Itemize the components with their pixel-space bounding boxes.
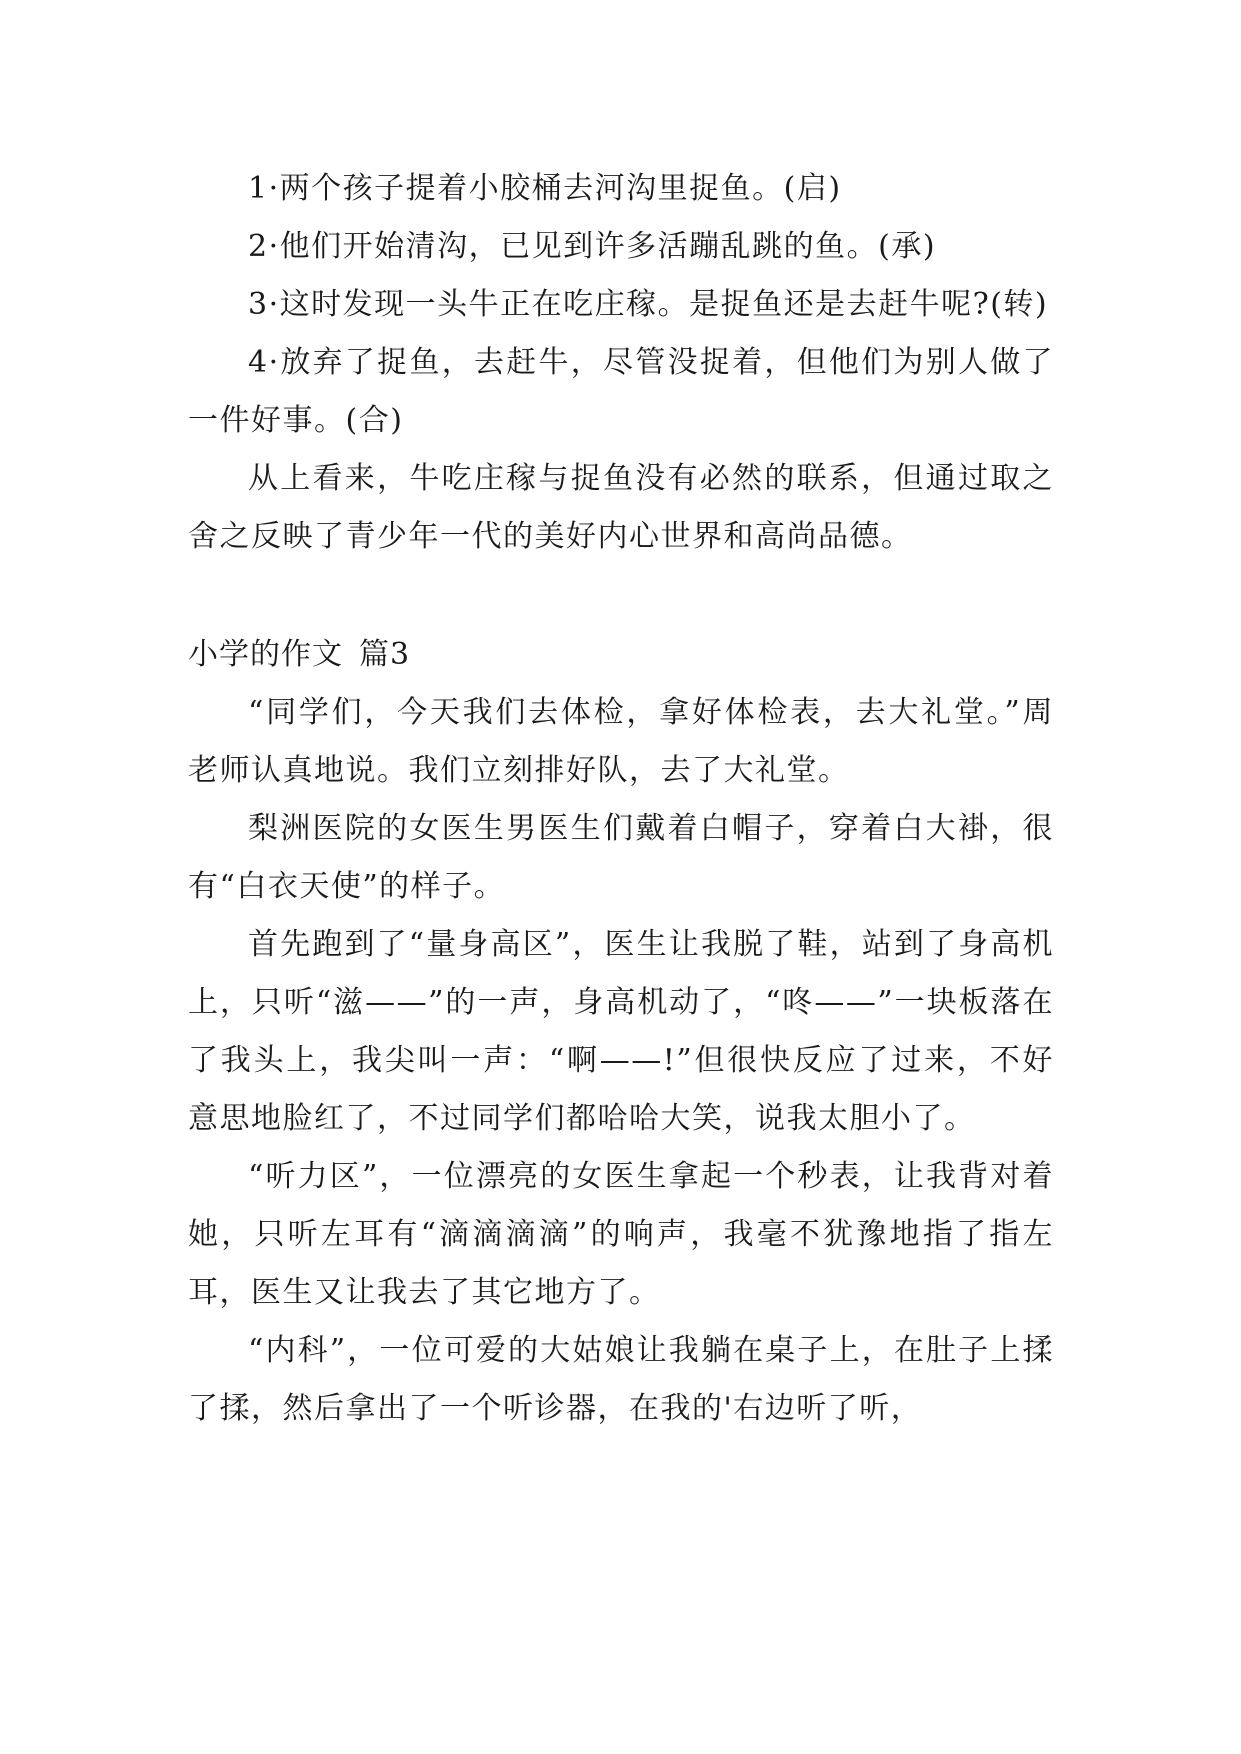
- paragraph-1: “同学们，今天我们去体检，拿好体检表，去大礼堂。”周老师认真地说。我们立刻排好队，去了大礼堂。: [188, 695, 1054, 788]
- section-heading: [188, 626, 1054, 684]
- conclusion-paragraph: 从上看来，牛吃庄稼与捉鱼没有必然的联系，但通过取之舍之反映了青少年一代的美好内心世界和高尚品德。: [188, 461, 1054, 554]
- list-item-2: 2·他们开始清沟，已见到许多活蹦乱跳的鱼。(承): [248, 229, 937, 264]
- paragraph-4: “听力区”，一位漂亮的女医生拿起一个秒表，让我背对着她，只听左耳有“滴滴滴滴”的响声，我毫不犹豫地指了指左耳，医生又让我去了其它地方了。: [188, 1159, 1054, 1310]
- paragraph-3: 首先跑到了“量身高区”，医生让我脱了鞋，站到了身高机上，只听“滋——”的一声，身高机动了，“咚——”一块板落在了我头上，我尖叫一声：“啊——!”但很快反应了过来，不好意思地脸红了，不过同学们都哈哈大笑，说我太胆小了。: [188, 927, 1054, 1136]
- section-number: 篇3: [359, 637, 411, 672]
- paragraph-5: “内科”，一位可爱的大姑娘让我躺在桌子上，在肚子上揉了揉，然后拿出了一个听诊器，在我的'右边听了听，: [188, 1333, 1054, 1426]
- list-item-3: 3·这时发现一头牛正在吃庄稼。是捉鱼还是去赶牛呢?(转): [248, 287, 1049, 322]
- list-item-4: 4·放弃了捉鱼，去赶牛，尽管没捉着，但他们为别人做了一件好事。(合): [188, 345, 1054, 438]
- list-item-1: 1·两个孩子提着小胶桶去河沟里捉鱼。(启): [248, 171, 842, 206]
- section-title: 小学的作文: [188, 637, 343, 672]
- document-page: [188, 160, 1054, 1438]
- paragraph-2: 梨洲医院的女医生男医生们戴着白帽子，穿着白大褂，很有“白衣天使”的样子。: [188, 811, 1054, 904]
